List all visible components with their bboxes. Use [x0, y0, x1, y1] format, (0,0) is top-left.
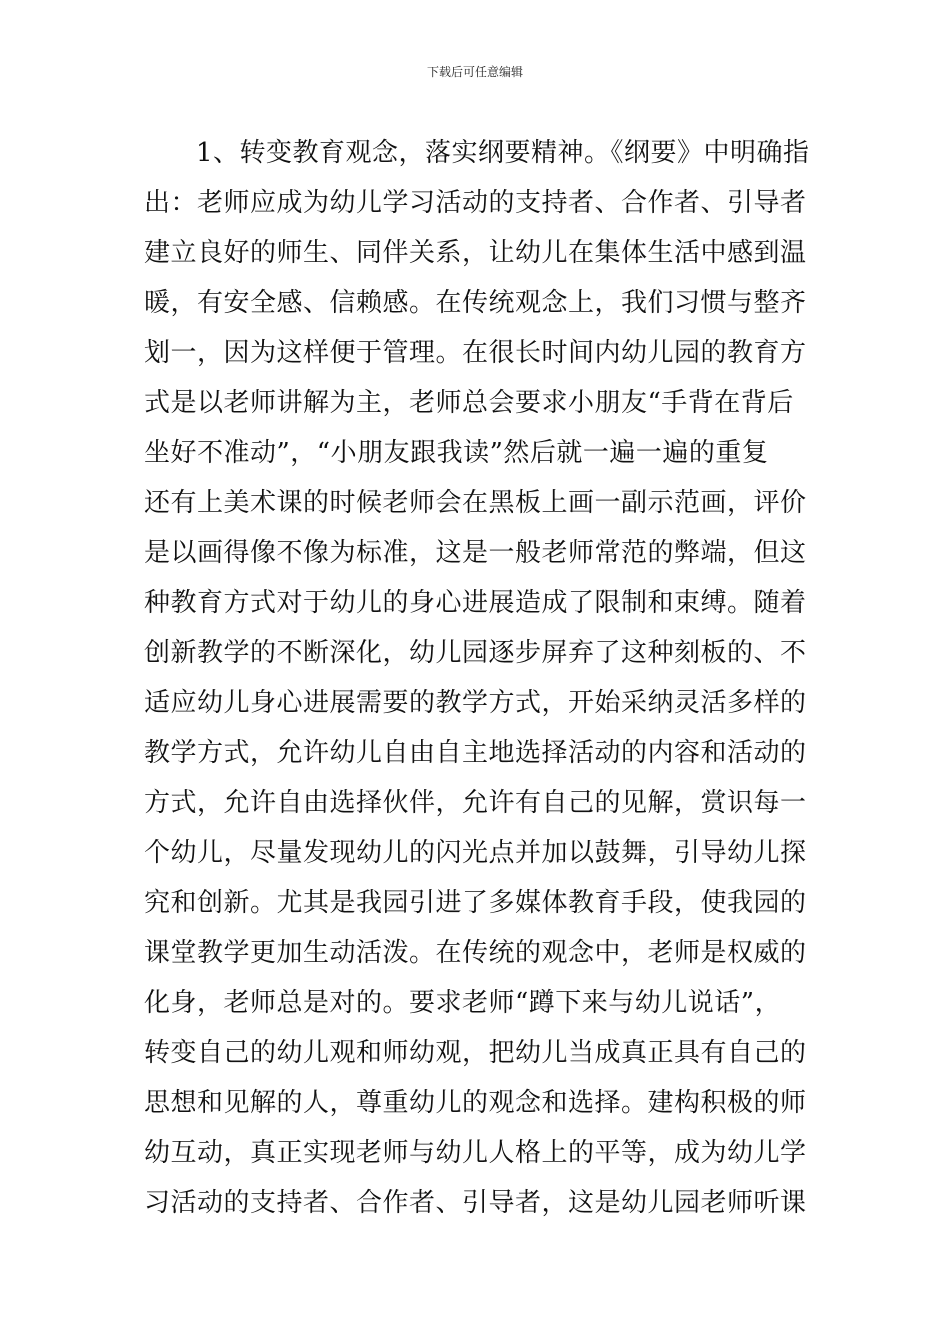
text-line: 究和创新。尤其是我园引进了多媒体教育手段，使我园的: [144, 888, 807, 918]
text-line: 出：老师应成为幼儿学习活动的支持者、合作者、引导者: [144, 188, 807, 218]
text-line: 教学方式，允许幼儿自由自主地选择活动的内容和活动的: [144, 738, 807, 768]
text-line: 创新教学的不断深化，幼儿园逐步屏弃了这种刻板的、不: [144, 638, 807, 668]
text-line: 划一，因为这样便于管理。在很长时间内幼儿园的教育方: [144, 338, 807, 368]
text-line: 1、转变教育观念，落实纲要精神。《纲要》中明确指: [196, 138, 810, 168]
text-line: 适应幼儿身心进展需要的教学方式，开始采纳灵活多样的: [144, 688, 807, 718]
text-line: 坐好不准动”，“小朋友跟我读”然后就一遍一遍的重复: [144, 438, 769, 468]
text-line: 转变自己的幼儿观和师幼观，把幼儿当成真正具有自己的: [144, 1038, 807, 1068]
text-line: 幼互动，真正实现老师与幼儿人格上的平等，成为幼儿学: [144, 1138, 807, 1168]
text-line: 课堂教学更加生动活泼。在传统的观念中，老师是权威的: [144, 938, 807, 968]
body-paragraph: [144, 128, 824, 1228]
text-line: 习活动的支持者、合作者、引导者，这是幼儿园老师听课: [144, 1188, 807, 1218]
text-line: 是以画得像不像为标准，这是一般老师常范的弊端，但这: [144, 538, 807, 568]
text-line: 方式，允许自由选择伙伴，允许有自己的见解，赏识每一: [144, 788, 807, 818]
text-line: 建立良好的师生、同伴关系，让幼儿在集体生活中感到温: [144, 238, 807, 268]
text-line: 还有上美术课的时候老师会在黑板上画一副示范画，评价: [144, 488, 807, 518]
text-line: 思想和见解的人，尊重幼儿的观念和选择。建构积极的师: [144, 1088, 807, 1118]
text-line: 式是以老师讲解为主，老师总会要求小朋友“手背在背后: [144, 388, 794, 418]
text-line: 个幼儿，尽量发现幼儿的闪光点并加以鼓舞，引导幼儿探: [144, 838, 807, 868]
text-line: 化身，老师总是对的。要求老师“蹲下来与幼儿说话”，: [144, 988, 782, 1018]
text-line: 暖，有安全感、信赖感。在传统观念上，我们习惯与整齐: [144, 288, 807, 318]
text-line: 种教育方式对于幼儿的身心进展造成了限制和束缚。随着: [144, 588, 807, 618]
page-header: 下载后可任意编辑: [426, 65, 523, 79]
